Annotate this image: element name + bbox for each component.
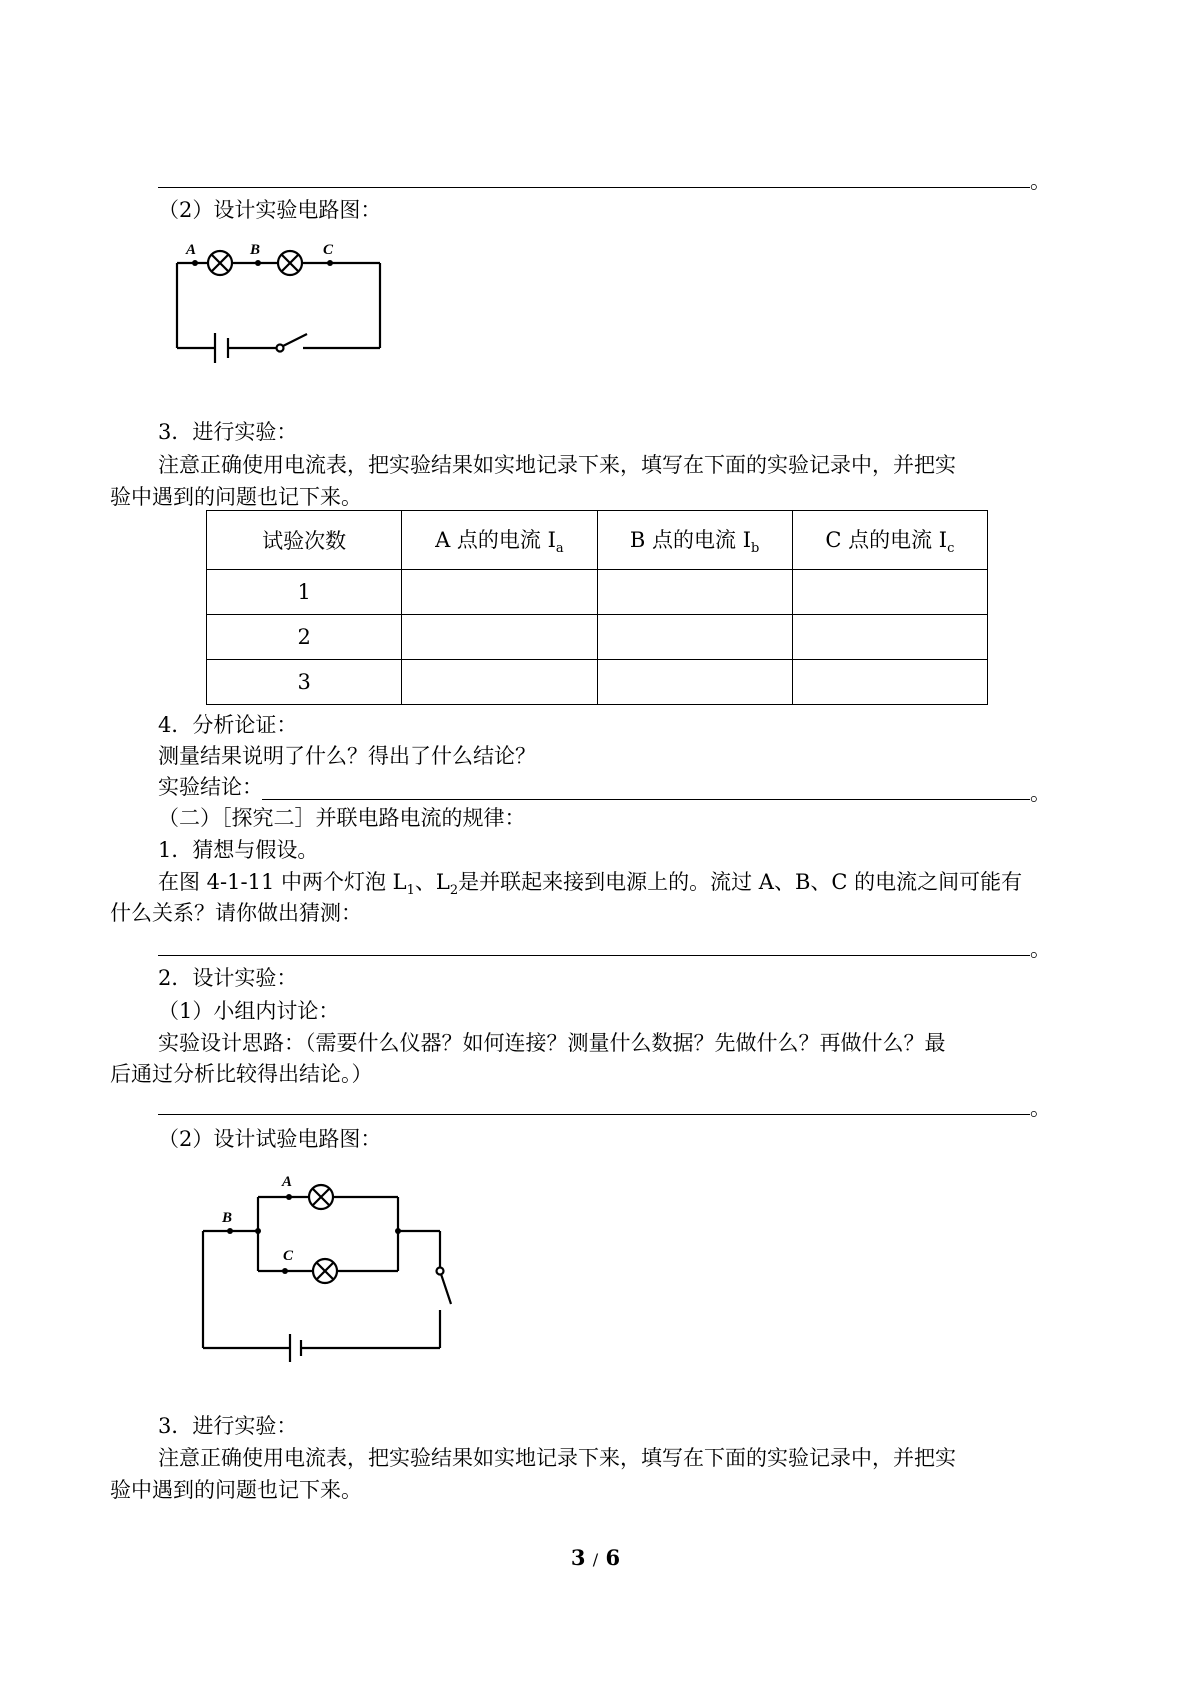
section-2-title: （二）［探究二］并联电路电流的规律： bbox=[158, 806, 526, 830]
analyze-question: 测量结果说明了什么？得出了什么结论？ bbox=[158, 744, 536, 768]
table-cell-input[interactable] bbox=[597, 660, 792, 705]
point-label-c: C bbox=[283, 1248, 294, 1264]
parallel-circuit-diagram bbox=[195, 1168, 460, 1368]
perform-note-1a: 注意正确使用电流表，把实验结果如实地记录下来，填写在下面的实验记录中，并把实 bbox=[158, 453, 956, 477]
table-cell-input[interactable] bbox=[402, 615, 597, 660]
point-label-a: A bbox=[186, 242, 197, 258]
table-cell-input[interactable] bbox=[792, 615, 987, 660]
guess-heading: 1．猜想与假设。 bbox=[158, 838, 319, 862]
perform-note-2b: 验中遇到的问题也记下来。 bbox=[110, 1478, 362, 1502]
switch-icon bbox=[437, 1268, 452, 1305]
end-mark: 。 bbox=[1030, 781, 1051, 805]
switch-icon bbox=[277, 334, 308, 352]
lamp-icon bbox=[313, 1259, 337, 1283]
table-cell-input[interactable] bbox=[597, 570, 792, 615]
design-idea-a: 实验设计思路：（需要什么仪器？如何连接？测量什么数据？先做什么？再做什么？最 bbox=[158, 1031, 946, 1055]
guess-text-a: 在图 4-1-11 中两个灯泡 $L_1$、$L_2$是并联起来接到电源上的。流过 A、B、C 的电流之间可能有 bbox=[158, 870, 1023, 899]
lamp-icon bbox=[208, 251, 232, 275]
design-experiment-heading: 2．设计实验： bbox=[158, 966, 298, 990]
lamp-icon bbox=[278, 251, 302, 275]
column-header-current-b: B 点的电流 $I_b$ bbox=[597, 511, 792, 570]
design-circuit-heading-2: （2）设计试验电路图： bbox=[158, 1127, 382, 1151]
table-cell-input[interactable] bbox=[402, 660, 597, 705]
point-label-b: B bbox=[250, 242, 261, 258]
column-header-current-c: C 点的电流 $I_c$ bbox=[792, 511, 987, 570]
design-idea-blank[interactable] bbox=[158, 1114, 1030, 1115]
table-cell-input[interactable] bbox=[792, 660, 987, 705]
analyze-heading: 4．分析论证： bbox=[158, 713, 298, 737]
answer-blank-top[interactable] bbox=[158, 187, 1030, 188]
perform-experiment-heading-2: 3．进行实验： bbox=[158, 1414, 298, 1438]
design-idea-b: 后通过分析比较得出结论。） bbox=[110, 1062, 373, 1086]
column-header-current-a: A 点的电流 $I_a$ bbox=[402, 511, 597, 570]
guess-text-b: 什么关系？请你做出猜测： bbox=[110, 901, 362, 925]
perform-note-2a: 注意正确使用电流表，把实验结果如实地记录下来，填写在下面的实验记录中，并把实 bbox=[158, 1446, 956, 1470]
table-header-row bbox=[207, 511, 988, 570]
point-label-a: A bbox=[282, 1174, 293, 1190]
end-mark: 。 bbox=[1030, 1096, 1051, 1120]
conclusion-label: 实验结论： bbox=[158, 775, 263, 799]
table-cell-input[interactable] bbox=[402, 570, 597, 615]
perform-note-1b: 验中遇到的问题也记下来。 bbox=[110, 485, 362, 509]
experiment-record-table bbox=[206, 510, 988, 705]
column-header-trial: 试验次数 bbox=[207, 511, 402, 570]
trial-number: 1 bbox=[207, 570, 402, 615]
table-cell-input[interactable] bbox=[792, 570, 987, 615]
table-row bbox=[207, 615, 988, 660]
battery-icon bbox=[290, 1334, 301, 1362]
series-circuit-diagram bbox=[170, 238, 390, 373]
guess-blank[interactable] bbox=[158, 955, 1030, 956]
conclusion-blank[interactable] bbox=[262, 799, 1030, 800]
page-number: 3 / 6 bbox=[570, 1545, 621, 1570]
group-discuss-heading: （1）小组内讨论： bbox=[158, 999, 340, 1023]
table-row bbox=[207, 660, 988, 705]
trial-number: 3 bbox=[207, 660, 402, 705]
point-label-c: C bbox=[323, 242, 334, 258]
end-mark: 。 bbox=[1030, 937, 1051, 961]
end-mark: 。 bbox=[1030, 169, 1051, 193]
table-row bbox=[207, 570, 988, 615]
trial-number: 2 bbox=[207, 615, 402, 660]
design-circuit-heading-1: （2）设计实验电路图： bbox=[158, 198, 382, 222]
perform-experiment-heading-1: 3．进行实验： bbox=[158, 420, 298, 444]
point-label-b: B bbox=[222, 1210, 233, 1226]
lamp-icon bbox=[309, 1185, 333, 1209]
table-cell-input[interactable] bbox=[597, 615, 792, 660]
battery-icon bbox=[215, 333, 228, 363]
